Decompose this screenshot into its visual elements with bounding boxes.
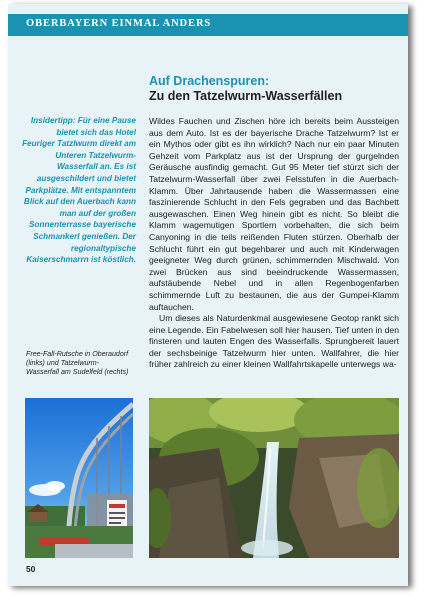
photo-caption: Free-Fall-Rutsche in Oberaudorf (links) und Tatzelwurm-Wasserfall am Sudelfeld (rechts) — [26, 350, 129, 377]
body-paragraph-2: Um dieses als Naturdenkmal ausgewiesene Geotop rankt sich eine Legende. Ein Fabelwesen soll hier hausen. Tief unten in den finsteren und lauten Engen des Wasserfalls. Sprungbereit lauert der sechsbeinige Tatzelwurm hier unten. Wallfahrer, die hier früher zahlreich zu einer kleinen Wallfahrtskapelle unterwegs wa- — [149, 313, 399, 370]
body-paragraph-1: Wildes Fauchen und Zischen höre ich bereits beim Aussteigen aus dem Auto. Ist es der bayerische Drache Tatzelwurm? Ist er ein Mythos oder gibt es ihn wirklich? Nach nur ein paar Minuten Gehzeit vom Parkplatz aus ist der Ursprung der gurgelnden Geräusche ausfindig gemacht. Gut 95 Meter tief stürzt sich der Tatzelwurm-Wasserfall über zwei Felsstufen in die Auerbach-Klamm. Über Jahrtausende haben die Wassermassen eine faszinierende Schlucht in den Fels gegraben und das Bachbett ausgewaschen. Einen Weg hinein gibt es nicht. So bleibt die Klamm wagemutigen Sportlern vorbehalten, die sich beim Canyoning in die teils reißenden Fluten stürzen. Oberhalb der Schlucht führt ein gut begehbarer und auch mit Kinderwagen geeigneter Weg durch grünen, schimmernden Mischwald. Von zwei Brücken aus sind beeindruckende Wassermassen, aufstäubende Nebel und in allen Regenbogenfarben schimmernde Luft zu bestaunen, die aus der Gumpei-Klamm auftauchen. — [149, 116, 399, 312]
free-fall-slide-photo — [25, 398, 133, 558]
insider-tip: Insidertipp: Für eine Pause bietet sich das Hotel Feuriger Tatzlwurm direkt am Unteren Tatzelwurm-Wasserfall an. Es ist ausgeschildert und bietet Parkplätze. Mit entspanntem Blick auf den Auerbach kann man auf der großen Sonnenterrasse bayerische Schmankerl genießen. Der regionaltypische Kaiserschmarrn ist köstlich. — [22, 116, 136, 265]
tatzelwurm-waterfall-photo — [149, 398, 399, 558]
body-text — [149, 116, 399, 371]
heading-line-1: Auf Drachenspuren: — [149, 74, 270, 88]
page-number: 50 — [26, 564, 36, 574]
chapter-heading — [149, 74, 399, 104]
book-page — [8, 4, 408, 586]
running-header: OBERBAYERN EINMAL ANDERS — [26, 18, 212, 29]
heading-line-2: Zu den Tatzelwurm-Wasserfällen — [149, 89, 343, 103]
